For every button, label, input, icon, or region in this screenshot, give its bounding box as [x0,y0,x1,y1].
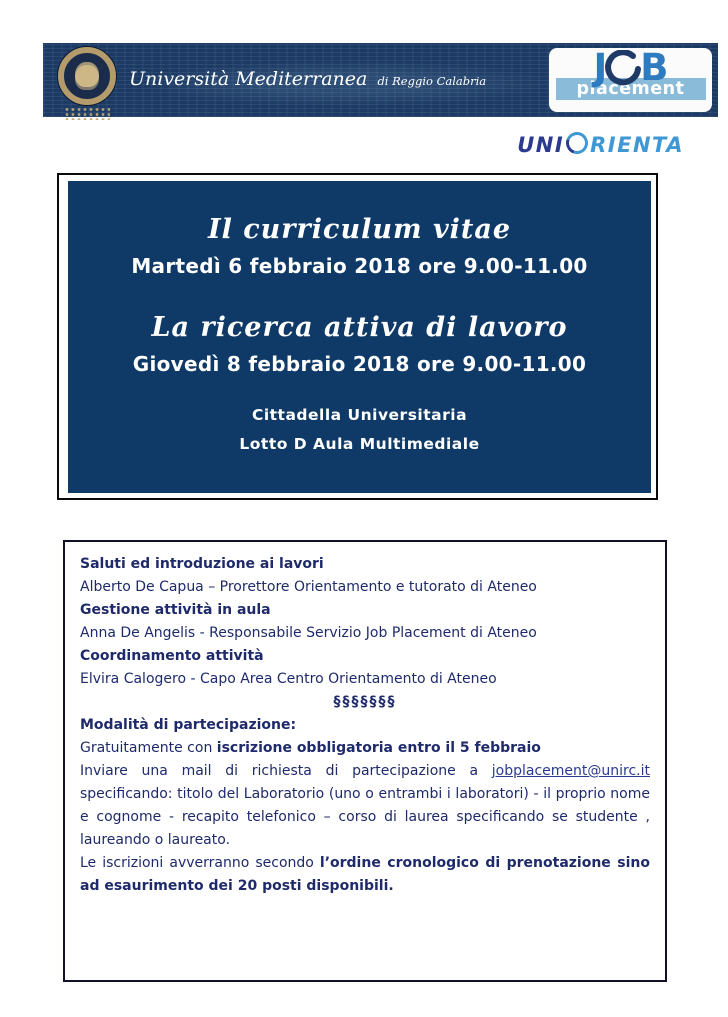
section-heading-saluti: Saluti ed introduzione ai lavori [80,556,324,572]
workshop1-title: Il curriculum vitae [207,214,512,245]
placement-label: placement [556,78,706,100]
university-seal-icon [57,47,117,120]
free-registration-line [80,737,650,760]
participation-heading: Modalità di partecipazione: [80,717,297,733]
section-heading-gestione: Gestione attività in aula [80,602,271,618]
job-logo-letter-b: B [640,46,668,89]
closing-regular-text: Le iscrizioni avverranno secondo [80,855,320,871]
workshop1-datetime: Martedì 6 febbraio 2018 ore 9.00-11.00 [131,254,588,278]
job-logo-letters [593,46,668,90]
job-logo-o-swoosh-icon [606,50,640,90]
mail-text-after: specificando: titolo del Laboratorio (uno o entrambi i laboratori) - il proprio nome e cognome - recapito telefonico – corso di laurea specificando se studente , laureando o laureato. [80,786,650,848]
seal-pattern-decoration [64,107,110,120]
program-box [63,540,667,982]
uniorienta-rienta-text: RIENTA [590,133,684,157]
workshop2-title: La ricerca attiva di lavoro [151,312,568,343]
closing-bold-text: l’ordine cronologico di prenotazione sino ad esaurimento dei 20 posti disponibili. [80,855,650,894]
seal-ring [58,47,116,105]
seal-emblem [75,62,99,90]
section-person-coordinamento: Elvira Calogero - Capo Area Centro Orientamento di Ateneo [80,671,497,687]
location-line1: Cittadella Universitaria [251,406,468,424]
university-title-text: Università Mediterranea [129,68,368,90]
job-placement-logo [549,48,712,112]
section-divider: §§§§§§§ [333,694,397,710]
closing-line [80,852,650,898]
header-banner [43,43,718,117]
mail-text-before: Inviare una mail di richiesta di partecipazione a [80,763,492,779]
section-heading-coordinamento: Coordinamento attività [80,648,264,664]
uniorienta-o-icon [563,128,592,157]
university-subtitle-text: di Reggio Calabria [377,74,487,88]
uniorienta-uni-text: UNI [517,133,565,157]
university-name [129,68,486,90]
free-line-regular-text: Gratuitamente con [80,740,217,756]
mail-instructions [80,760,650,852]
section-person-saluti: Alberto De Capua – Prorettore Orientamento e tutorato di Ateneo [80,579,537,595]
location-line2: Lotto D Aula Multimediale [239,435,480,453]
free-line-bold-text: iscrizione obbligatoria entro il 5 febbraio [216,740,541,756]
section-person-gestione: Anna De Angelis - Responsabile Servizio Job Placement di Ateneo [80,625,537,641]
job-logo-letter-j: J [593,46,607,89]
email-link[interactable]: jobplacement@unirc.it [491,763,650,779]
event-box-frame [57,173,658,500]
event-box [68,181,651,493]
workshop2-datetime: Giovedì 8 febbraio 2018 ore 9.00-11.00 [132,352,587,376]
uniorienta-logo [517,132,684,157]
